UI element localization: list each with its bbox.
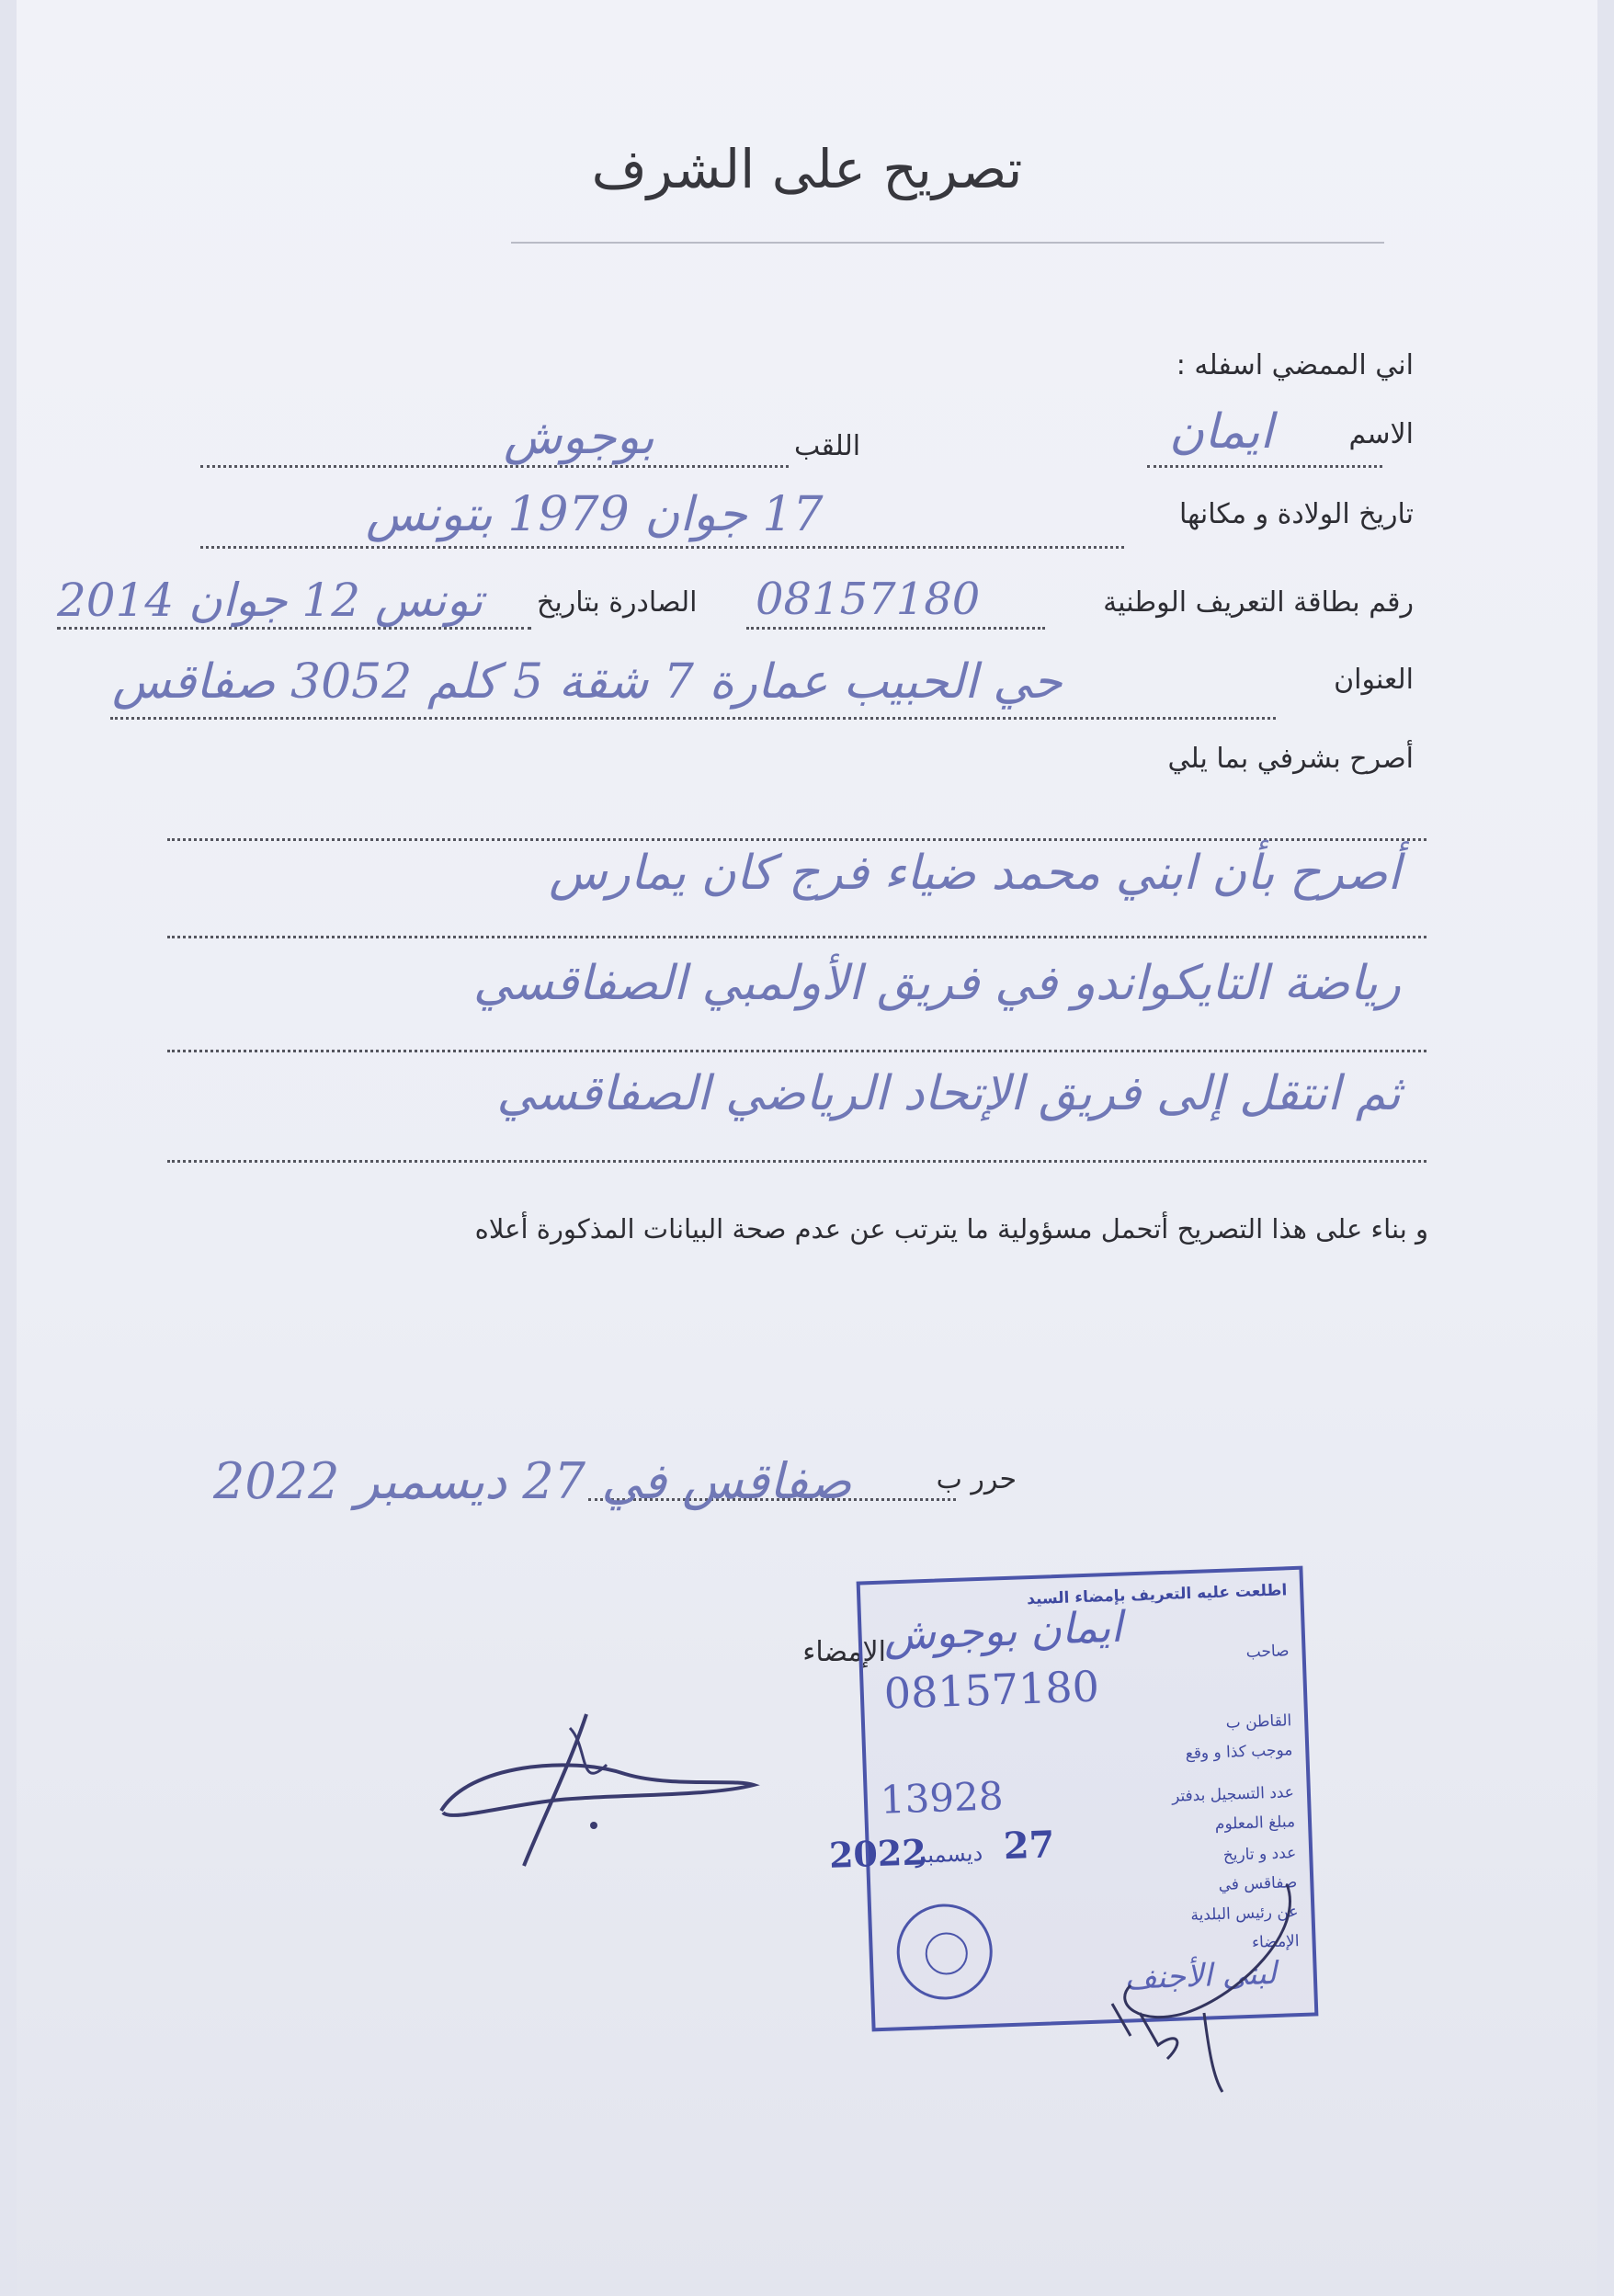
name-value: ايمان [1169,404,1274,460]
id-label: رقم بطاقة التعريف الوطنية [1103,586,1414,619]
name-label: الاسم [1348,418,1414,450]
stamp-official-name: لبنى الأجنف [1123,1954,1278,1997]
title-underline [511,242,1384,244]
birth-label: تاريخ الولادة و مكانها [1178,498,1414,530]
surname-label: اللقب [794,430,861,462]
stamp-line-10: الإمضاء [1251,1932,1300,1952]
stamp-name: ايمان بوجوش [882,1601,1123,1660]
birth-value: 17 جوان 1979 بتونس [366,487,824,542]
issued-label: الصادرة بتاريخ [537,586,698,619]
document-title: تصريح على الشرف [591,138,1023,200]
stamp-date-year: 2022 [828,1831,927,1876]
liability-statement: و بناء على هذا التصريح أتحمل مسؤولية ما يترتب عن عدم صحة البيانات المذكورة أعلاه [474,1213,1428,1245]
stamp-seal-emblem [895,1903,995,2002]
address-label: العنوان [1334,664,1414,696]
stamp-line-4: موجب كذا و وقع [1185,1741,1293,1764]
stamp-date-day: 27 [1002,1823,1056,1869]
name-dots [1147,465,1382,468]
address-value: حي الحبيب عمارة 7 شقة 5 كلم 3052 صفاقس [112,654,1063,710]
birth-dots [200,546,1124,549]
declaration-dots-0 [167,838,1426,841]
stamp-reg-number: 13928 [880,1773,1005,1823]
stamp-line-8: صفاقس في [1218,1873,1298,1895]
paper-sheet [17,0,1597,2296]
issued-value: تونس 12 جوان 2014 [57,574,483,627]
surname-value: بوجوش [504,410,654,465]
declaration-line-1: أصرح بأن ابني محمد ضياء فرج كان يمارس [549,846,1401,901]
stamp-id: 08157180 [882,1661,1100,1719]
address-dots [110,717,1276,720]
declaration-line-2: رياضة التايكواندو في فريق الأولمبي الصفاقسي [472,956,1401,1011]
intro-text: اني الممضي اسفله : [1176,349,1414,381]
id-dots [746,627,1045,630]
declaration-dots-2 [167,1050,1426,1052]
written-value: صفاقس في 27 ديسمبر 2022 [213,1452,852,1510]
stamp-line-3: القاطن ب [1225,1711,1292,1733]
signature-scribble [432,1710,763,1893]
stamp-line-5: عدد التسجيل بدفتر [1171,1783,1295,1806]
stamp-line-6: مبلغ المعلوم [1214,1813,1296,1835]
issued-dots [57,627,531,630]
stamp-line-1: اطلعت عليه التعريف بإمضاء السيد [1026,1581,1288,1609]
declaration-dots-1 [167,936,1426,938]
declaration-line-3: ثم انتقل إلى فريق الإتحاد الرياضي الصفاقسي [496,1066,1401,1121]
surname-dots [200,465,789,468]
written-label: حرر ب [936,1463,1017,1495]
stamp-signature-scribble [1075,1875,1314,2096]
signature-label: الإمضاء [802,1636,886,1668]
stamp-line-7: عدد و تاريخ [1222,1844,1297,1865]
id-value: 08157180 [756,574,981,625]
stamp-line-9: عن رئيس البلدية [1190,1903,1299,1926]
stamp-date-month: ديسمبر [915,1840,983,1869]
declaration-dots-3 [167,1160,1426,1163]
stamp-line-2: صاحب [1245,1642,1290,1662]
declare-label: أصرح بشرفي بما يلي [1167,743,1414,775]
